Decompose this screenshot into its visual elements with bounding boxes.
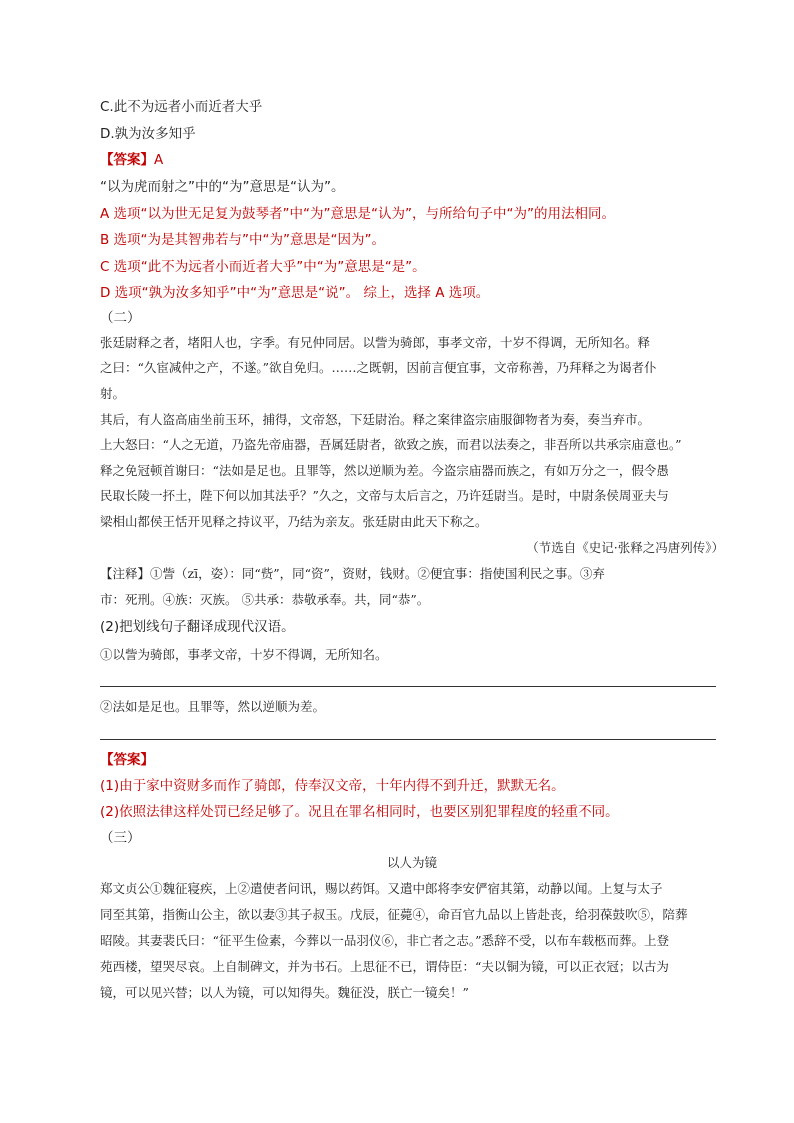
question-prompt: (2)把划线句子翻译成现代汉语。 [100, 619, 295, 635]
option-d: D.孰为汝多知乎 [100, 126, 196, 142]
passage-line: 昭陵。其妻裴氏曰：“征平生俭素，今葬以一品羽仪⑥，非亡者之志。”悉辞不受，以布车载柩而葬。上登 [100, 933, 670, 948]
passage-line: 民取长陵一抔土，陛下何以加其法乎？”久之，文帝与太后言之，乃许廷尉当。是时，中尉条侯周亚夫与 [100, 488, 669, 503]
passage-line: 上大怒曰：“人之无道，乃盗先帝庙器，吾属廷尉者，欲致之族，而君以法奏之，非吾所以共承宗庙意也。” [100, 437, 682, 452]
answer-blank-line [100, 739, 716, 740]
passage-title: 以人为镜 [386, 855, 437, 870]
passage-line: 镜，可以见兴替；以人为镜，可以知得失。魏征没，朕亡一镜矣！” [100, 985, 469, 1000]
passage-line: 其后，有人盗高庙坐前玉环，捕得，文帝怒，下廷尉治。释之案律盗宗庙服御物者为奏，奏当弃市。 [100, 412, 651, 427]
answer-value: A [154, 152, 164, 168]
passage-line: 之曰：“久宦减仲之产，不遂。”欲自免归。……之既朝，因前言便宜事，文帝称善，乃拜释之为谒者仆 [100, 360, 657, 375]
passage-line: 释之免冠顿首谢曰：“法如是足也。且罪等，然以逆顺为差。今盗宗庙器而族之，有如万分之一，假令愚 [100, 463, 669, 478]
answer-line: (1)由于家中资财多而作了骑郎，侍奉汉文帝，十年内得不到升迁，默默无名。 [100, 778, 565, 794]
notes-line: 市：死刑。④族：灭族。 ⑤共承：恭敬承奉。共，同“恭”。 [100, 592, 430, 607]
explain-line: C 选项“此不为远者小而近者大乎”中“为”意思是“是”。 [100, 259, 426, 275]
passage-line: 张廷尉释之者，堵阳人也，字季。有兄仲同居。以訾为骑郎，事孝文帝，十岁不得调，无所知名。释 [100, 335, 651, 350]
passage-line: 同至其第，指衡山公主，欲以妻③其子叔玉。戊辰，征薨④，命百官九品以上皆赴丧，给羽葆鼓吹⑤，陪葬 [100, 907, 688, 922]
answer-label: 【答案】 [100, 152, 154, 168]
explain-line: “以为虎而射之”中的“为”意思是“认为”。 [100, 179, 345, 195]
option-c: C.此不为远者小而近者大乎 [100, 99, 263, 115]
answer-line: (2)依照法律这样处罚已经足够了。况且在罪名相同时，也要区别犯罪程度的轻重不同。 [100, 804, 619, 820]
passage-line: 郑文贞公①魏征寝疾，上②遣使者问讯，赐以药饵。又遣中郎将李安俨宿其第，动静以闻。上复与太子 [100, 881, 663, 896]
question-sentence-2: ②法如是足也。且罪等，然以逆顺为差。 [100, 699, 326, 714]
passage-line: 苑西楼，望哭尽哀。上自制碑文，并为书石。上思征不已，谓侍臣：“夫以铜为镜，可以正衣冠；以古为 [100, 959, 669, 974]
section-heading: （二） [100, 310, 141, 326]
explain-line: B 选项“为是其智弗若与”中“为”意思是“因为”。 [100, 232, 386, 248]
question-sentence-1: ①以訾为骑郎，事孝文帝，十岁不得调，无所知名。 [100, 647, 388, 662]
answer-label: 【答案】 [100, 752, 154, 768]
passage-line: 射。 [100, 386, 126, 401]
passage-line: 梁相山都侯王恬开见释之持议平，乃结为亲友。张廷尉由此天下称之。 [100, 514, 488, 529]
source-citation: （节选自《史记·张释之冯唐列传》） [526, 540, 724, 555]
answer-line [100, 150, 724, 170]
answer-blank-line [100, 686, 716, 687]
notes-line: 【注释】①訾（zī，姿）：同“赀”，同“资”，资财，钱财。②便宜事：指使国利民之事。③弃 [100, 566, 605, 581]
explain-line: D 选项“孰为汝多知乎”中“为”意思是“说”。 综上，选择 A 选项。 [100, 285, 490, 301]
section-heading: （三） [100, 830, 141, 846]
explain-line: A 选项“以为世无足复为鼓琴者”中“为”意思是“认为”，与所给句子中“为”的用法相同。 [100, 206, 615, 222]
